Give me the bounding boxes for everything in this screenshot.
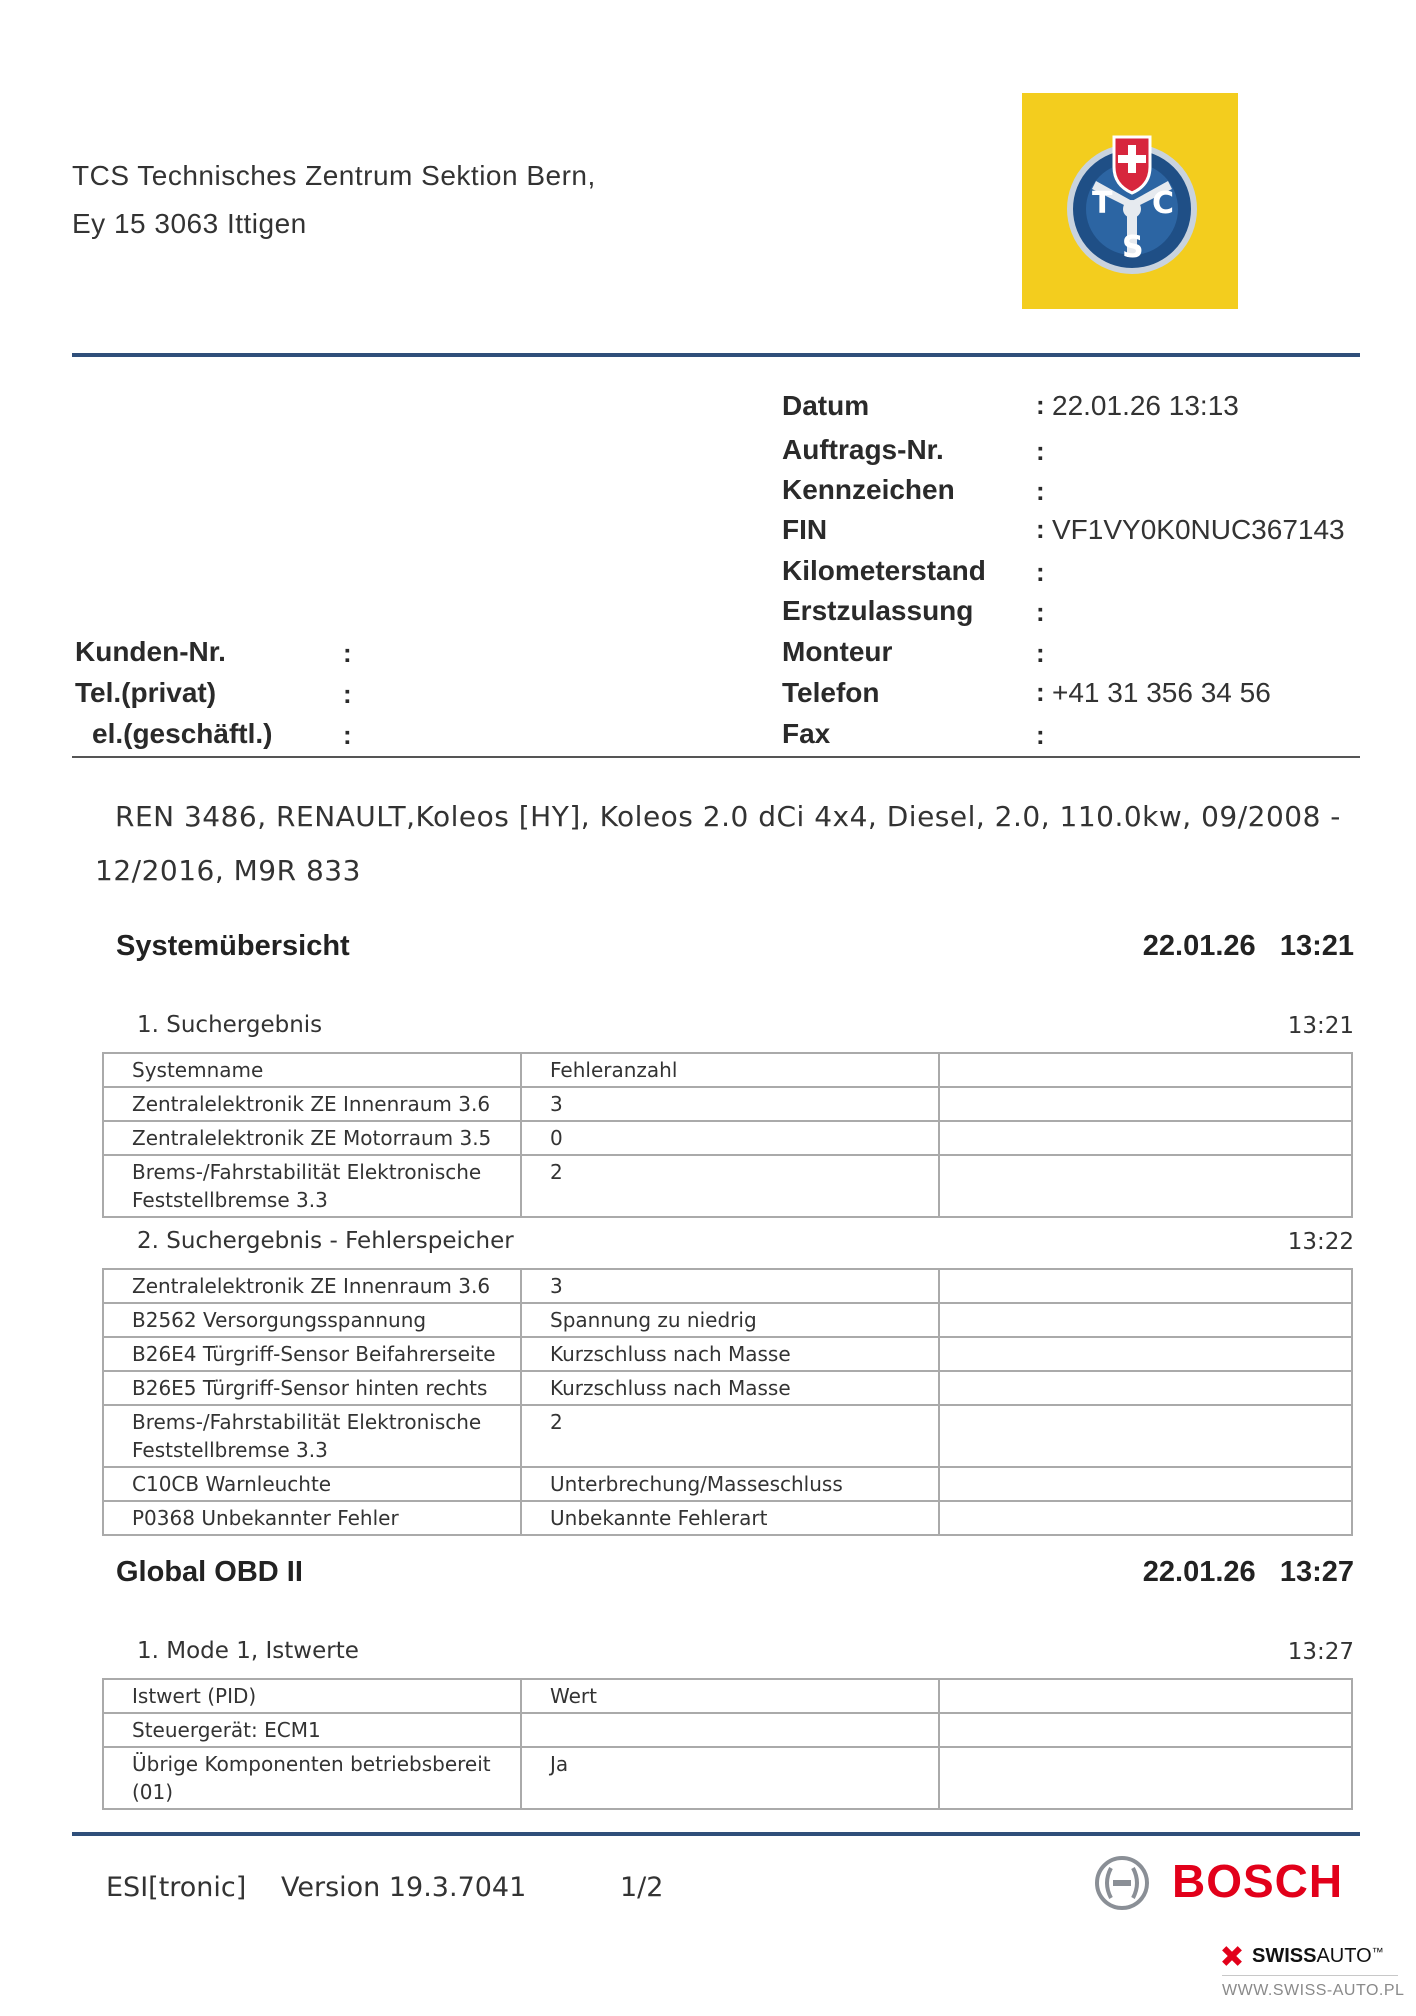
table-cell: Systemname [103, 1053, 521, 1087]
table-cell: Kurzschluss nach Masse [521, 1337, 939, 1371]
label-kilometerstand: Kilometerstand [782, 555, 986, 586]
table-cell: B26E4 Türgriff-Sensor Beifahrerseite [103, 1337, 521, 1371]
table-fehlerspeicher [102, 1268, 1353, 1536]
table-cell: B26E5 Türgriff-Sensor hinten rechts [103, 1371, 521, 1405]
info-rule [72, 756, 1360, 758]
section-title-global-obd: Global OBD II [116, 1556, 303, 1588]
section-timestamp [1143, 1556, 1354, 1589]
footer-version: Version 19.3.7041 [281, 1872, 527, 1903]
table-cell: Unbekannte Fehlerart [521, 1501, 939, 1535]
label-kunden-nr: Kunden-Nr. [75, 636, 226, 667]
table-cell: 3 [521, 1269, 939, 1303]
colon: : [1036, 677, 1045, 707]
colon: : [1036, 436, 1045, 466]
subsection-time: 13:27 [1287, 1639, 1354, 1665]
table-row [103, 1121, 1352, 1155]
table-row [103, 1747, 1352, 1809]
bosch-logo: BOSCH [1172, 1855, 1344, 1907]
table-cell [939, 1303, 1352, 1337]
colon: : [343, 720, 352, 750]
section-title-systemuebersicht: Systemübersicht [116, 930, 350, 962]
section-time: 13:27 [1279, 1556, 1354, 1588]
watermark-url: WWW.SWISS-AUTO.PL [1222, 1982, 1405, 1999]
subsection-time: 13:22 [1287, 1229, 1354, 1255]
table-cell [939, 1155, 1352, 1217]
colon: : [1036, 390, 1045, 420]
watermark-tm: ™ [1371, 1945, 1384, 1959]
label-fax: Fax [782, 718, 831, 749]
table-cell [939, 1269, 1352, 1303]
label-telefon: Telefon [782, 677, 880, 708]
table-row [103, 1467, 1352, 1501]
table-cell: Fehleranzahl [521, 1053, 939, 1087]
table-cell [939, 1747, 1352, 1809]
subsection-suchergebnis: 1. Suchergebnis [137, 1012, 323, 1038]
table-cell [939, 1467, 1352, 1501]
swiss-cross-icon [1220, 1944, 1244, 1968]
table-cell [939, 1713, 1352, 1747]
subsection-fehlerspeicher: 2. Suchergebnis - Fehlerspeicher [137, 1228, 514, 1254]
table-cell [939, 1371, 1352, 1405]
table-cell: Steuergerät: ECM1 [103, 1713, 521, 1747]
table-cell [521, 1713, 939, 1747]
org-address: Ey 15 3063 Ittigen [72, 208, 307, 239]
label-tel-geschaeftl: el.(geschäftl.) [92, 718, 273, 749]
colon: : [1036, 720, 1045, 750]
label-datum: Datum [782, 390, 870, 421]
table-cell: Brems-/Fahrstabilität Elektronische Feststellbremse 3.3 [103, 1155, 521, 1217]
table-cell: Zentralelektronik ZE Innenraum 3.6 [103, 1087, 521, 1121]
watermark-brand [1252, 1945, 1384, 1968]
table-row [103, 1303, 1352, 1337]
table-cell: Kurzschluss nach Masse [521, 1371, 939, 1405]
table-cell [939, 1053, 1352, 1087]
colon: : [1036, 514, 1045, 544]
section-date: 22.01.26 [1142, 1556, 1256, 1588]
footer-software: ESI[tronic] [106, 1872, 247, 1903]
table-cell: 2 [521, 1155, 939, 1217]
colon: : [343, 638, 352, 668]
label-auftrags-nr: Auftrags-Nr. [782, 434, 944, 465]
table-cell [939, 1405, 1352, 1467]
table-row [103, 1053, 1352, 1087]
tcs-logo [1022, 93, 1238, 309]
org-name: TCS Technisches Zentrum Sektion Bern, [72, 160, 596, 191]
table-row [103, 1679, 1352, 1713]
table-row [103, 1713, 1352, 1747]
section-timestamp [1143, 930, 1354, 963]
table-row [103, 1155, 1352, 1217]
subsection-mode1: 1. Mode 1, Istwerte [137, 1638, 359, 1664]
logo-letter-c: C [1152, 186, 1175, 221]
table-cell [939, 1121, 1352, 1155]
table-cell [939, 1679, 1352, 1713]
label-monteur: Monteur [782, 636, 893, 667]
table-cell [939, 1501, 1352, 1535]
watermark-brand-rest: AUTO [1316, 1945, 1372, 1967]
watermark-brand-bold: SWISS [1252, 1945, 1317, 1967]
section-date: 22.01.26 [1142, 930, 1256, 962]
table-row [103, 1269, 1352, 1303]
tcs-emblem-icon [1022, 93, 1238, 309]
value-fin: VF1VY0K0NUC367143 [1052, 514, 1345, 545]
table-cell: P0368 Unbekannter Fehler [103, 1501, 521, 1535]
table-cell: 2 [521, 1405, 939, 1467]
colon: : [343, 679, 352, 709]
subsection-time: 13:21 [1287, 1013, 1354, 1039]
colon: : [1036, 476, 1045, 506]
table-row [103, 1405, 1352, 1467]
table-cell: Wert [521, 1679, 939, 1713]
logo-letter-t: T [1092, 186, 1113, 221]
table-cell: Spannung zu niedrig [521, 1303, 939, 1337]
table-cell: Unterbrechung/Masseschluss [521, 1467, 939, 1501]
colon: : [1036, 597, 1045, 627]
section-time: 13:21 [1279, 930, 1354, 962]
table-cell: Zentralelektronik ZE Motorraum 3.5 [103, 1121, 521, 1155]
table-istwerte [102, 1678, 1353, 1810]
table-row [103, 1371, 1352, 1405]
footer-rule [72, 1832, 1360, 1836]
label-erstzulassung: Erstzulassung [782, 595, 974, 626]
logo-letter-s: S [1122, 230, 1144, 265]
table-cell: Zentralelektronik ZE Innenraum 3.6 [103, 1269, 521, 1303]
table-cell: Istwert (PID) [103, 1679, 521, 1713]
colon: : [1036, 638, 1045, 668]
table-cell: 3 [521, 1087, 939, 1121]
table-cell: C10CB Warnleuchte [103, 1467, 521, 1501]
table-row [103, 1337, 1352, 1371]
label-fin: FIN [782, 514, 828, 545]
vehicle-description: REN 3486, RENAULT,Koleos [HY], Koleos 2.0 dCi 4x4, Diesel, 2.0, 110.0kw, 09/2008 - 12/2016, M9R 833 [95, 800, 1341, 887]
footer-page-number: 1/2 [620, 1872, 664, 1903]
table-cell: B2562 Versorgungsspannung [103, 1303, 521, 1337]
table-cell: Übrige Komponenten betriebsbereit (01) [103, 1747, 521, 1809]
value-datum: 22.01.26 13:13 [1052, 390, 1239, 421]
table-row [103, 1087, 1352, 1121]
table-cell: Brems-/Fahrstabilität Elektronische Feststellbremse 3.3 [103, 1405, 521, 1467]
table-suchergebnis [102, 1052, 1353, 1218]
header-rule [72, 353, 1360, 357]
table-cell: Ja [521, 1747, 939, 1809]
label-kennzeichen: Kennzeichen [782, 474, 955, 505]
value-telefon: +41 31 356 34 56 [1052, 677, 1271, 708]
label-tel-privat: Tel.(privat) [75, 677, 217, 708]
colon: : [1036, 557, 1045, 587]
table-row [103, 1501, 1352, 1535]
table-cell [939, 1337, 1352, 1371]
table-cell [939, 1087, 1352, 1121]
table-cell: 0 [521, 1121, 939, 1155]
bosch-armature-icon [1093, 1854, 1151, 1912]
watermark-divider [1222, 1975, 1398, 1976]
